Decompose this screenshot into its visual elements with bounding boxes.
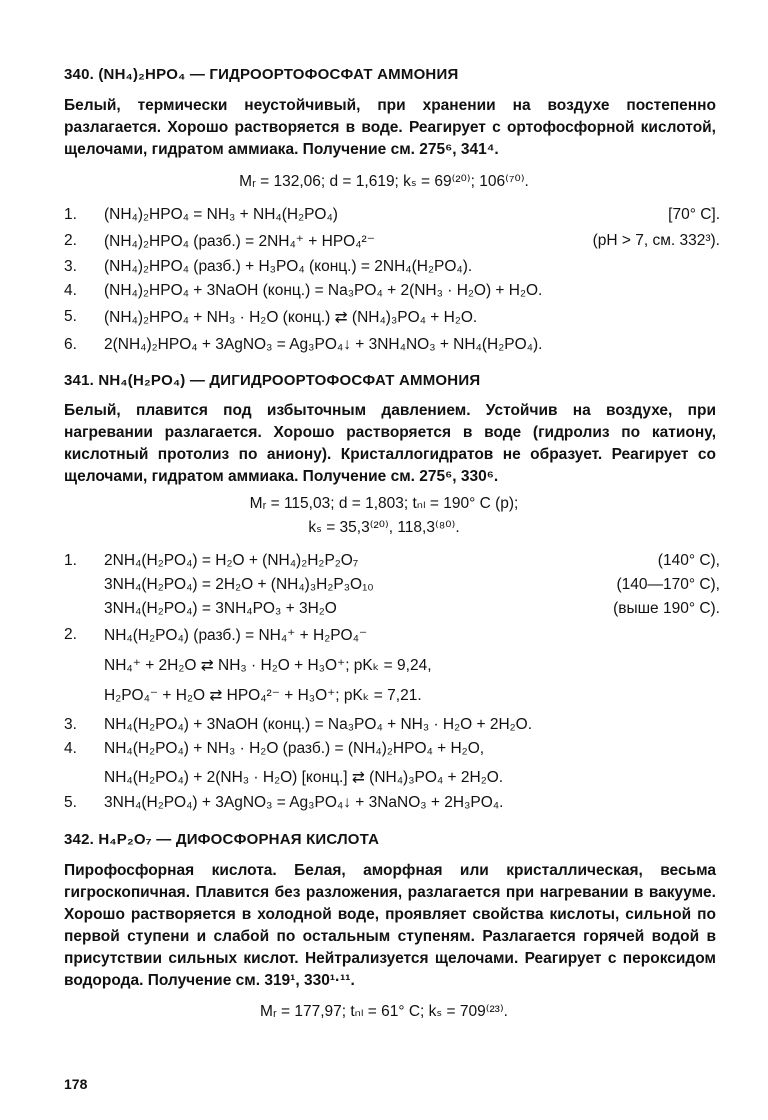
reaction-note: (pH > 7, см. 332³).: [592, 232, 720, 249]
reaction-number: 6.: [64, 336, 77, 353]
reaction-340-3: [64, 258, 720, 280]
reaction-equation: NH₄⁺ + 2H₂O ⇄ NH₃ · H₂O + H₃O⁺; pKₖ = 9,24,: [104, 657, 432, 674]
section-342-properties: Mᵣ = 177,97; tₙₗ = 61° C; kₛ = 709⁽²³⁾.: [260, 1003, 508, 1020]
reaction-equation: (NH₄)₂HPO₄ = NH₃ + NH₄(H₂PO₄): [104, 206, 338, 223]
section-342-text: Пирофосфорная кислота. Белая, аморфная или кристаллическая, весьма гигроскопичная. Плавится без разложения, разлагается при нагревании в вакууме. Хорошо растворяется в холодной воде, проявляет свойства кислоты, сильной по первой ступени и слабой по остальным ступеням. Разлагается горячей водой в присутствии сильных кислот. Нейтрализуется щелочами. Реагирует с пероксидом водорода. Получение см. 319¹, 330¹·¹¹.: [64, 862, 716, 989]
section-341-text: Белый, плавится под избыточным давлением. Устойчив на воздухе, при нагревании разлагается. Хорошо растворяется в воде (гидролиз по катиону, кислотный протолиз по аниону). Кристаллогидратов не образует. Реагирует со щелочами, гидратом аммиака. Получение см. 275⁶, 330⁶.: [64, 402, 716, 485]
reaction-equation: NH₄(H₂PO₄) + 2(NH₃ · H₂O) [конц.] ⇄ (NH₄)₃PO₄ + 2H₂O.: [104, 769, 504, 786]
reaction-340-2: [64, 232, 720, 254]
reaction-number: 3.: [64, 258, 77, 275]
reaction-340-6: [64, 336, 720, 358]
reaction-341-5: [64, 794, 720, 816]
section-342-heading: 342. H₄P₂O₇ — ДИФОСФОРНАЯ КИСЛОТА: [64, 831, 380, 848]
reaction-equation: 2(NH₄)₂HPO₄ + 3AgNO₃ = Ag₃PO₄↓ + 3NH₄NO₃ + NH₄(H₂PO₄).: [104, 336, 543, 353]
reaction-number: 4.: [64, 282, 77, 299]
reaction-number: 1.: [64, 552, 77, 569]
reaction-equation: NH₄(H₂PO₄) (разб.) = NH₄⁺ + H₂PO₄⁻: [104, 627, 368, 644]
reaction-equation: (NH₄)₂HPO₄ (разб.) = 2NH₄⁺ + HPO₄²⁻: [104, 233, 375, 250]
reaction-note: (140—170° C),: [616, 576, 720, 593]
reaction-number: 4.: [64, 740, 77, 757]
reaction-341-4a: [64, 740, 720, 762]
reaction-340-4: [64, 282, 720, 304]
reaction-340-1: [64, 206, 720, 228]
reaction-equation: H₂PO₄⁻ + H₂O ⇄ HPO₄²⁻ + H₃O⁺; pKₖ = 7,21.: [104, 687, 422, 704]
reaction-number: 5.: [64, 794, 77, 811]
reaction-number: 3.: [64, 716, 77, 733]
reaction-equation: (NH₄)₂HPO₄ (разб.) + H₃PO₄ (конц.) = 2NH₄(H₂PO₄).: [104, 258, 473, 275]
section-341-solubility: kₛ = 35,3⁽²⁰⁾, 118,3⁽⁸⁰⁾.: [308, 519, 460, 536]
section-340-heading: 340. (NH₄)₂HPO₄ — ГИДРООРТОФОСФАТ АММОНИЯ: [64, 66, 459, 83]
reaction-equation: (NH₄)₂HPO₄ + 3NaOH (конц.) = Na₃PO₄ + 2(NH₃ · H₂O) + H₂O.: [104, 282, 543, 299]
reaction-number: 2.: [64, 626, 77, 643]
reaction-equation: (NH₄)₂HPO₄ + NH₃ · H₂O (конц.) ⇄ (NH₄)₃PO₄ + H₂O.: [104, 309, 478, 326]
reaction-number: 2.: [64, 232, 77, 249]
reaction-equation: 3NH₄(H₂PO₄) = 2H₂O + (NH₄)₃H₂P₃O₁₀: [104, 576, 374, 593]
reaction-note: (140° C),: [657, 552, 720, 569]
page-number: 178: [64, 1076, 88, 1092]
reaction-note: [70° C].: [668, 206, 720, 223]
section-341-heading: 341. NH₄(H₂PO₄) — ДИГИДРООРТОФОСФАТ АММОНИЯ: [64, 372, 481, 389]
reaction-341-1b: [64, 576, 720, 598]
section-340-text: Белый, термически неустойчивый, при хранении на воздухе постепенно разлагается. Хорошо растворяется в воде. Реагирует с ортофосфорной кислотой, щелочами, гидратом аммиака. Получение см. 275⁶, 341⁴.: [64, 97, 716, 158]
reaction-340-5: [64, 308, 720, 330]
reaction-equation: 2NH₄(H₂PO₄) = H₂O + (NH₄)₂H₂P₂O₇: [104, 552, 359, 569]
section-341-properties: Mᵣ = 115,03; d = 1,803; tₙₗ = 190° C (p);: [249, 495, 519, 512]
reaction-equation: 3NH₄(H₂PO₄) + 3AgNO₃ = Ag₃PO₄↓ + 3NaNO₃ + 2H₃PO₄.: [104, 794, 504, 811]
reaction-equation: 3NH₄(H₂PO₄) = 3NH₄PO₃ + 3H₂O: [104, 600, 337, 617]
reaction-341-3: [64, 716, 720, 738]
reaction-equation: NH₄(H₂PO₄) + 3NaOH (конц.) = Na₃PO₄ + NH₃ · H₂O + 2H₂O.: [104, 716, 533, 733]
reaction-number: 5.: [64, 308, 77, 325]
reaction-341-1c: [64, 600, 720, 622]
reaction-number: 1.: [64, 206, 77, 223]
reaction-341-2a: [64, 626, 720, 648]
reaction-equation: NH₄(H₂PO₄) + NH₃ · H₂O (разб.) = (NH₄)₂HPO₄ + H₂O,: [104, 740, 485, 757]
reaction-341-2c: [64, 686, 720, 708]
reaction-note: (выше 190° C).: [613, 600, 720, 617]
section-340-properties: Mᵣ = 132,06; d = 1,619; kₛ = 69⁽²⁰⁾; 106⁽⁷⁰⁾.: [239, 173, 529, 190]
reaction-341-2b: [64, 656, 720, 678]
reaction-341-1a: [64, 552, 720, 574]
reaction-341-4b: [64, 768, 720, 790]
